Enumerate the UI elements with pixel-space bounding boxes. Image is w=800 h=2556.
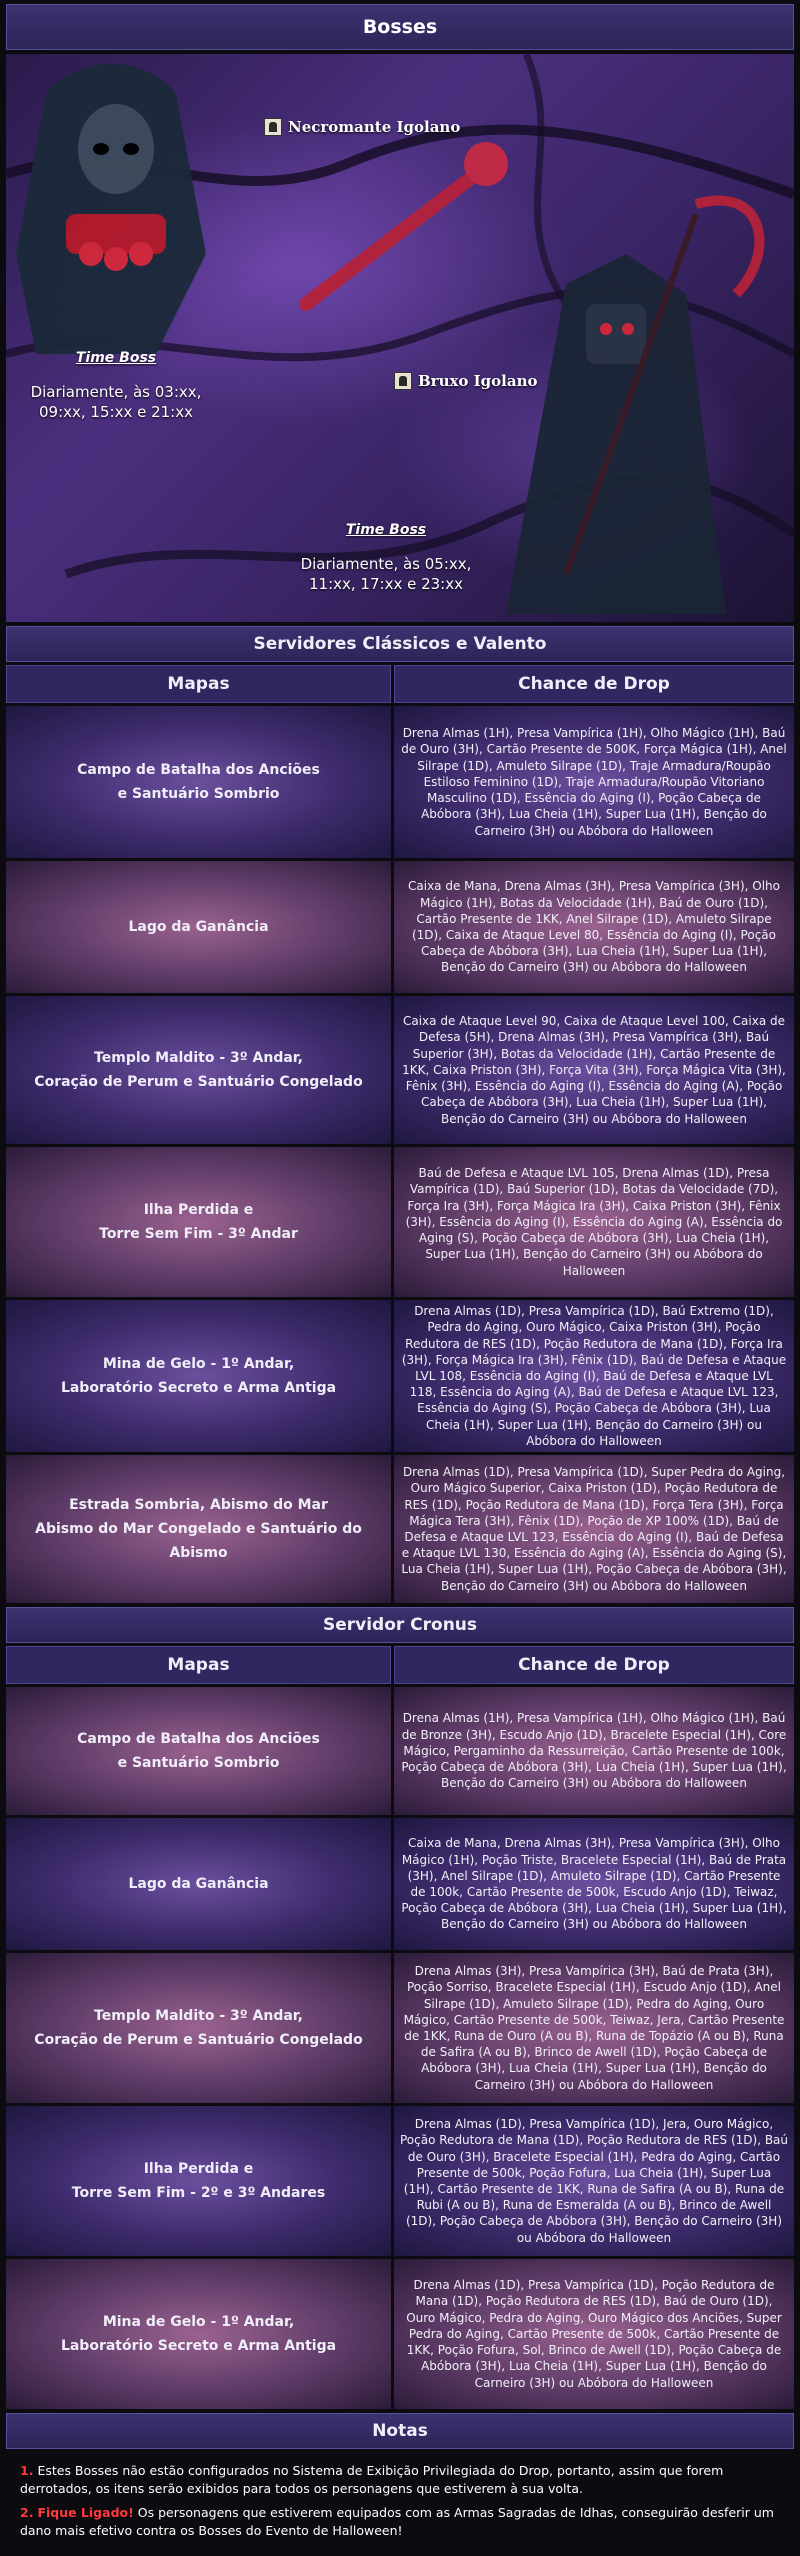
section-title: Servidor Cronus (6, 1607, 794, 1643)
map-name: e Santuário Sombrio (117, 786, 280, 802)
section-title: Servidores Clássicos e Valento (6, 626, 794, 662)
table-row (6, 706, 794, 858)
table-row (6, 1147, 794, 1297)
map-cell (6, 1818, 391, 1950)
map-cell (6, 1147, 391, 1297)
map-cell (6, 1953, 391, 2103)
map-name: Lago da Ganância (128, 919, 269, 935)
boss-name-necromancer: Necromante Igolano (264, 118, 460, 136)
bosses-hero-image (6, 54, 794, 622)
map-name: Campo de Batalha dos Anciões (77, 1731, 320, 1747)
map-name: Estrada Sombria, Abismo do Mar (69, 1497, 328, 1513)
drop-list: Baú de Defesa e Ataque LVL 105, Drena Almas (1D), Presa Vampírica (1D), Baú Superior (1D), Botas da Velocidade (7D), Força Ira (3H), Força Mágica Ira (3H), Caixa Priston (3H), Fênix (3H), Essência do Aging (I), Essência do Aging (A), Essência do Aging (S), Poção Cabeça de Abóbora (3H), Lua Cheia (1H), Super Lua (1H), Benção do Carneiro (3H) ou Abóbora do Halloween (394, 1147, 794, 1297)
map-cell (6, 1300, 391, 1452)
drop-list: Caixa de Mana, Drena Almas (3H), Presa Vampírica (3H), Olho Mágico (1H), Poção Triste, Bracelete Especial (1H), Baú de Prata (3H), Anel Silrape (1D), Amuleto Silrape (1D), Cartão Presente de 100k, Cartão Presente de 500k, Escudo Anjo (1D), Teiwaz, Poção Cabeça de Abóbora (3H), Lua Cheia (1H), Super Lua (1H), Benção do Carneiro (3H) ou Abóbora do Halloween (394, 1818, 794, 1950)
map-name: Laboratório Secreto e Arma Antiga (60, 1380, 337, 1396)
column-header-drop: Chance de Drop (394, 665, 794, 703)
table-row (6, 1818, 794, 1950)
map-name: Abismo do Mar Congelado e Santuário do Abismo (35, 1521, 362, 1561)
column-header-maps: Mapas (6, 1646, 391, 1684)
drop-list: Drena Almas (1D), Presa Vampírica (1D), Super Pedra do Aging, Ouro Mágico Superior, Caixa Priston (1D), Poção Redutora de RES (1D), Poção Redutora de Mana (1D), Força Tera (3H), Força Mágica Tera (3H), Fênix (1D), Poção de XP 100% (1D), Baú de Defesa e Ataque LVL 123, Essência do Aging (I), Baú de Defesa e Ataque LVL 130, Essência do Aging (A), Essência do Aging (S), Lua Cheia (1H), Super Lua (1H), Poção Cabeça de Abóbora (3H), Benção do Carneiro (3H) ou Abóbora do Halloween (394, 1455, 794, 1603)
notes-title: Notas (6, 2413, 794, 2449)
boss-portrait-icon (394, 372, 412, 390)
table-row (6, 1300, 794, 1452)
map-name: Ilha Perdida e (143, 1202, 254, 1218)
drop-list: Drena Almas (3H), Presa Vampírica (3H), Baú de Prata (3H), Poção Sorriso, Bracelete Especial (1H), Escudo Anjo (1D), Anel Silrape (1D), Amuleto Silrape (1D), Pedra do Aging, Ouro Mágico, Cartão Presente de 500k, Teiwaz, Jera, Cartão Presente de 1KK, Runa de Ouro (A ou B), Runa de Topázio (A ou B), Runa de Safira (A ou B), Brinco de Awell (1D), Poção Cabeça de Abóbora (3H), Lua Cheia (1H), Super Lua (1H), Benção do Carneiro (3H) ou Abóbora do Halloween (394, 1953, 794, 2103)
map-cell (6, 2259, 391, 2409)
drop-list: Drena Almas (1D), Presa Vampírica (1D), Jera, Ouro Mágico, Poção Redutora de Mana (1D), Poção Redutora de RES (1D), Baú de Ouro (3H), Bracelete Especial (1H), Pedra do Aging, Cartão Presente de 500k, Poção Fofura, Lua Cheia (1H), Super Lua (1H), Cartão Presente de 1KK, Runa de Safira (A ou B), Runa de Rubi (A ou B), Runa de Esmeralda (A ou B), Brinco de Awell (1D), Poção Cabeça de Abóbora (3H), Benção do Carneiro (3H) ou Abóbora do Halloween (394, 2106, 794, 2256)
boss-portrait-icon (264, 118, 282, 136)
map-name: Coração de Perum e Santuário Congelado (34, 1074, 363, 1090)
table-row (6, 861, 794, 993)
table-row (6, 2259, 794, 2409)
map-cell (6, 2106, 391, 2256)
map-name: e Santuário Sombrio (117, 1755, 280, 1771)
drop-list: Drena Almas (1D), Presa Vampírica (1D), Baú Extremo (1D), Pedra do Aging, Ouro Mágico, Caixa Priston (3H), Poção Redutora de RES (1D), Poção Redutora de Mana (1D), Força Ira (3H), Força Mágica Ira (3H), Fênix (1D), Baú de Defesa e Ataque LVL 108, Essência do Aging (I), Baú de Defesa e Ataque LVL 118, Essência do Aging (A), Baú de Defesa e Ataque LVL 123, Essência do Aging (S), Poção Cabeça de Abóbora (3H), Lua Cheia (1H), Super Lua (1H), Benção do Carneiro (3H) ou Abóbora do Halloween (394, 1300, 794, 1452)
page (0, 4, 800, 2538)
table-row (6, 1687, 794, 1815)
map-cell (6, 706, 391, 858)
boss-name-bruxo: Bruxo Igolano (394, 372, 538, 390)
note-item: 2. Fique Ligado! Os personagens que estiverem equipados com as Armas Sagradas de Idhas, conseguirão desferir um dano mais efetivo contra os Bosses do Evento de Halloween! (20, 2505, 774, 2538)
page-title: Bosses (6, 4, 794, 50)
drop-tables (0, 626, 800, 2409)
map-name: Mina de Gelo - 1º Andar, (102, 2314, 295, 2330)
note-item: 1. Estes Bosses não estão configurados no Sistema de Exibição Privilegiada do Drop, portanto, assim que forem derrotados, os itens serão exibidos para todos os personagens que estiverem à sua volta. (20, 2463, 724, 2496)
drop-list: Caixa de Ataque Level 90, Caixa de Ataque Level 100, Caixa de Defesa (5H), Drena Almas (3H), Presa Vampírica (3H), Baú Superior (3H), Botas da Velocidade (1H), Cartão Presente de 1KK, Caixa Priston (3H), Força Vita (3H), Força Mágica Vita (3H), Fênix (3H), Essência do Aging (I), Essência do Aging (A), Poção Cabeça de Abóbora (3H), Lua Cheia (1H), Super Lua (1H), Benção do Carneiro (3H) ou Abóbora do Halloween (394, 996, 794, 1144)
boss-schedule-necromancer: Time Boss Diariamente, às 03:xx, 09:xx, 15:xx e 21:xx (30, 350, 202, 421)
map-name: Mina de Gelo - 1º Andar, (102, 1356, 295, 1372)
column-header-drop: Chance de Drop (394, 1646, 794, 1684)
map-name: Templo Maldito - 3º Andar, (94, 2008, 303, 2024)
map-name: Coração de Perum e Santuário Congelado (34, 2032, 363, 2048)
table-header (6, 1646, 794, 1684)
table-row (6, 2106, 794, 2256)
map-cell (6, 996, 391, 1144)
map-cell (6, 1455, 391, 1603)
necromancer-figure (16, 64, 206, 354)
map-name: Ilha Perdida e (143, 2161, 254, 2177)
map-name: Laboratório Secreto e Arma Antiga (60, 2338, 337, 2354)
column-header-maps: Mapas (6, 665, 391, 703)
drop-list: Drena Almas (1D), Presa Vampírica (1D), Poção Redutora de Mana (1D), Poção Redutora de RES (1D), Baú de Ouro (1D), Ouro Mágico, Pedra do Aging, Ouro Mágico dos Anciões, Super Pedra do Aging, Cartão Presente de 500k, Cartão Presente de 1KK, Poção Fofura, Sol, Brinco de Awell (1D), Poção Cabeça de Abóbora (3H), Lua Cheia (1H), Super Lua (1H), Benção do Carneiro (3H) ou Abóbora do Halloween (394, 2259, 794, 2409)
map-cell (6, 861, 391, 993)
map-name: Lago da Ganância (128, 1876, 269, 1892)
table-row (6, 996, 794, 1144)
map-name: Torre Sem Fim - 2º e 3º Andares (71, 2185, 326, 2201)
boss-schedule-bruxo: Time Boss Diariamente, às 05:xx, 11:xx, 17:xx e 23:xx (300, 522, 472, 593)
map-name: Templo Maldito - 3º Andar, (94, 1050, 303, 1066)
drop-list: Drena Almas (1H), Presa Vampírica (1H), Olho Mágico (1H), Baú de Ouro (3H), Cartão Presente de 500K, Força Mágica (1H), Anel Silrape (1D), Amuleto Silrape (1D), Traje Armadura/Roupão Estiloso Feminino (1D), Traje Armadura/Roupão Vitoriano Masculino (1D), Essência do Aging (I), Poção Cabeça de Abóbora (3H), Lua Cheia (1H), Super Lua (1H), Benção do Carneiro (3H) ou Abóbora do Halloween (394, 706, 794, 858)
table-row (6, 1953, 794, 2103)
map-cell (6, 1687, 391, 1815)
drop-list: Drena Almas (1H), Presa Vampírica (1H), Olho Mágico (1H), Baú de Bronze (3H), Escudo Anjo (1D), Bracelete Especial (1H), Core Mágico, Pergaminho da Ressurreição, Cartão Presente de 100k, Poção Cabeça de Abóbora (3H), Lua Cheia (1H), Super Lua (1H), Benção do Carneiro (3H) ou Abóbora do Halloween (394, 1687, 794, 1815)
table-header (6, 665, 794, 703)
table-row (6, 1455, 794, 1603)
notes-list (6, 2452, 794, 2556)
drop-list: Caixa de Mana, Drena Almas (3H), Presa Vampírica (3H), Olho Mágico (1H), Botas da Velocidade (1H), Baú de Ouro (1D), Cartão Presente de 1KK, Anel Silrape (1D), Amuleto Silrape (1D), Caixa de Ataque Level 80, Essência do Aging (I), Poção Cabeça de Abóbora (3H), Lua Cheia (1H), Super Lua (1H), Benção do Carneiro (3H) ou Abóbora do Halloween (394, 861, 794, 993)
map-name: Torre Sem Fim - 3º Andar (99, 1226, 298, 1242)
map-name: Campo de Batalha dos Anciões (77, 762, 320, 778)
